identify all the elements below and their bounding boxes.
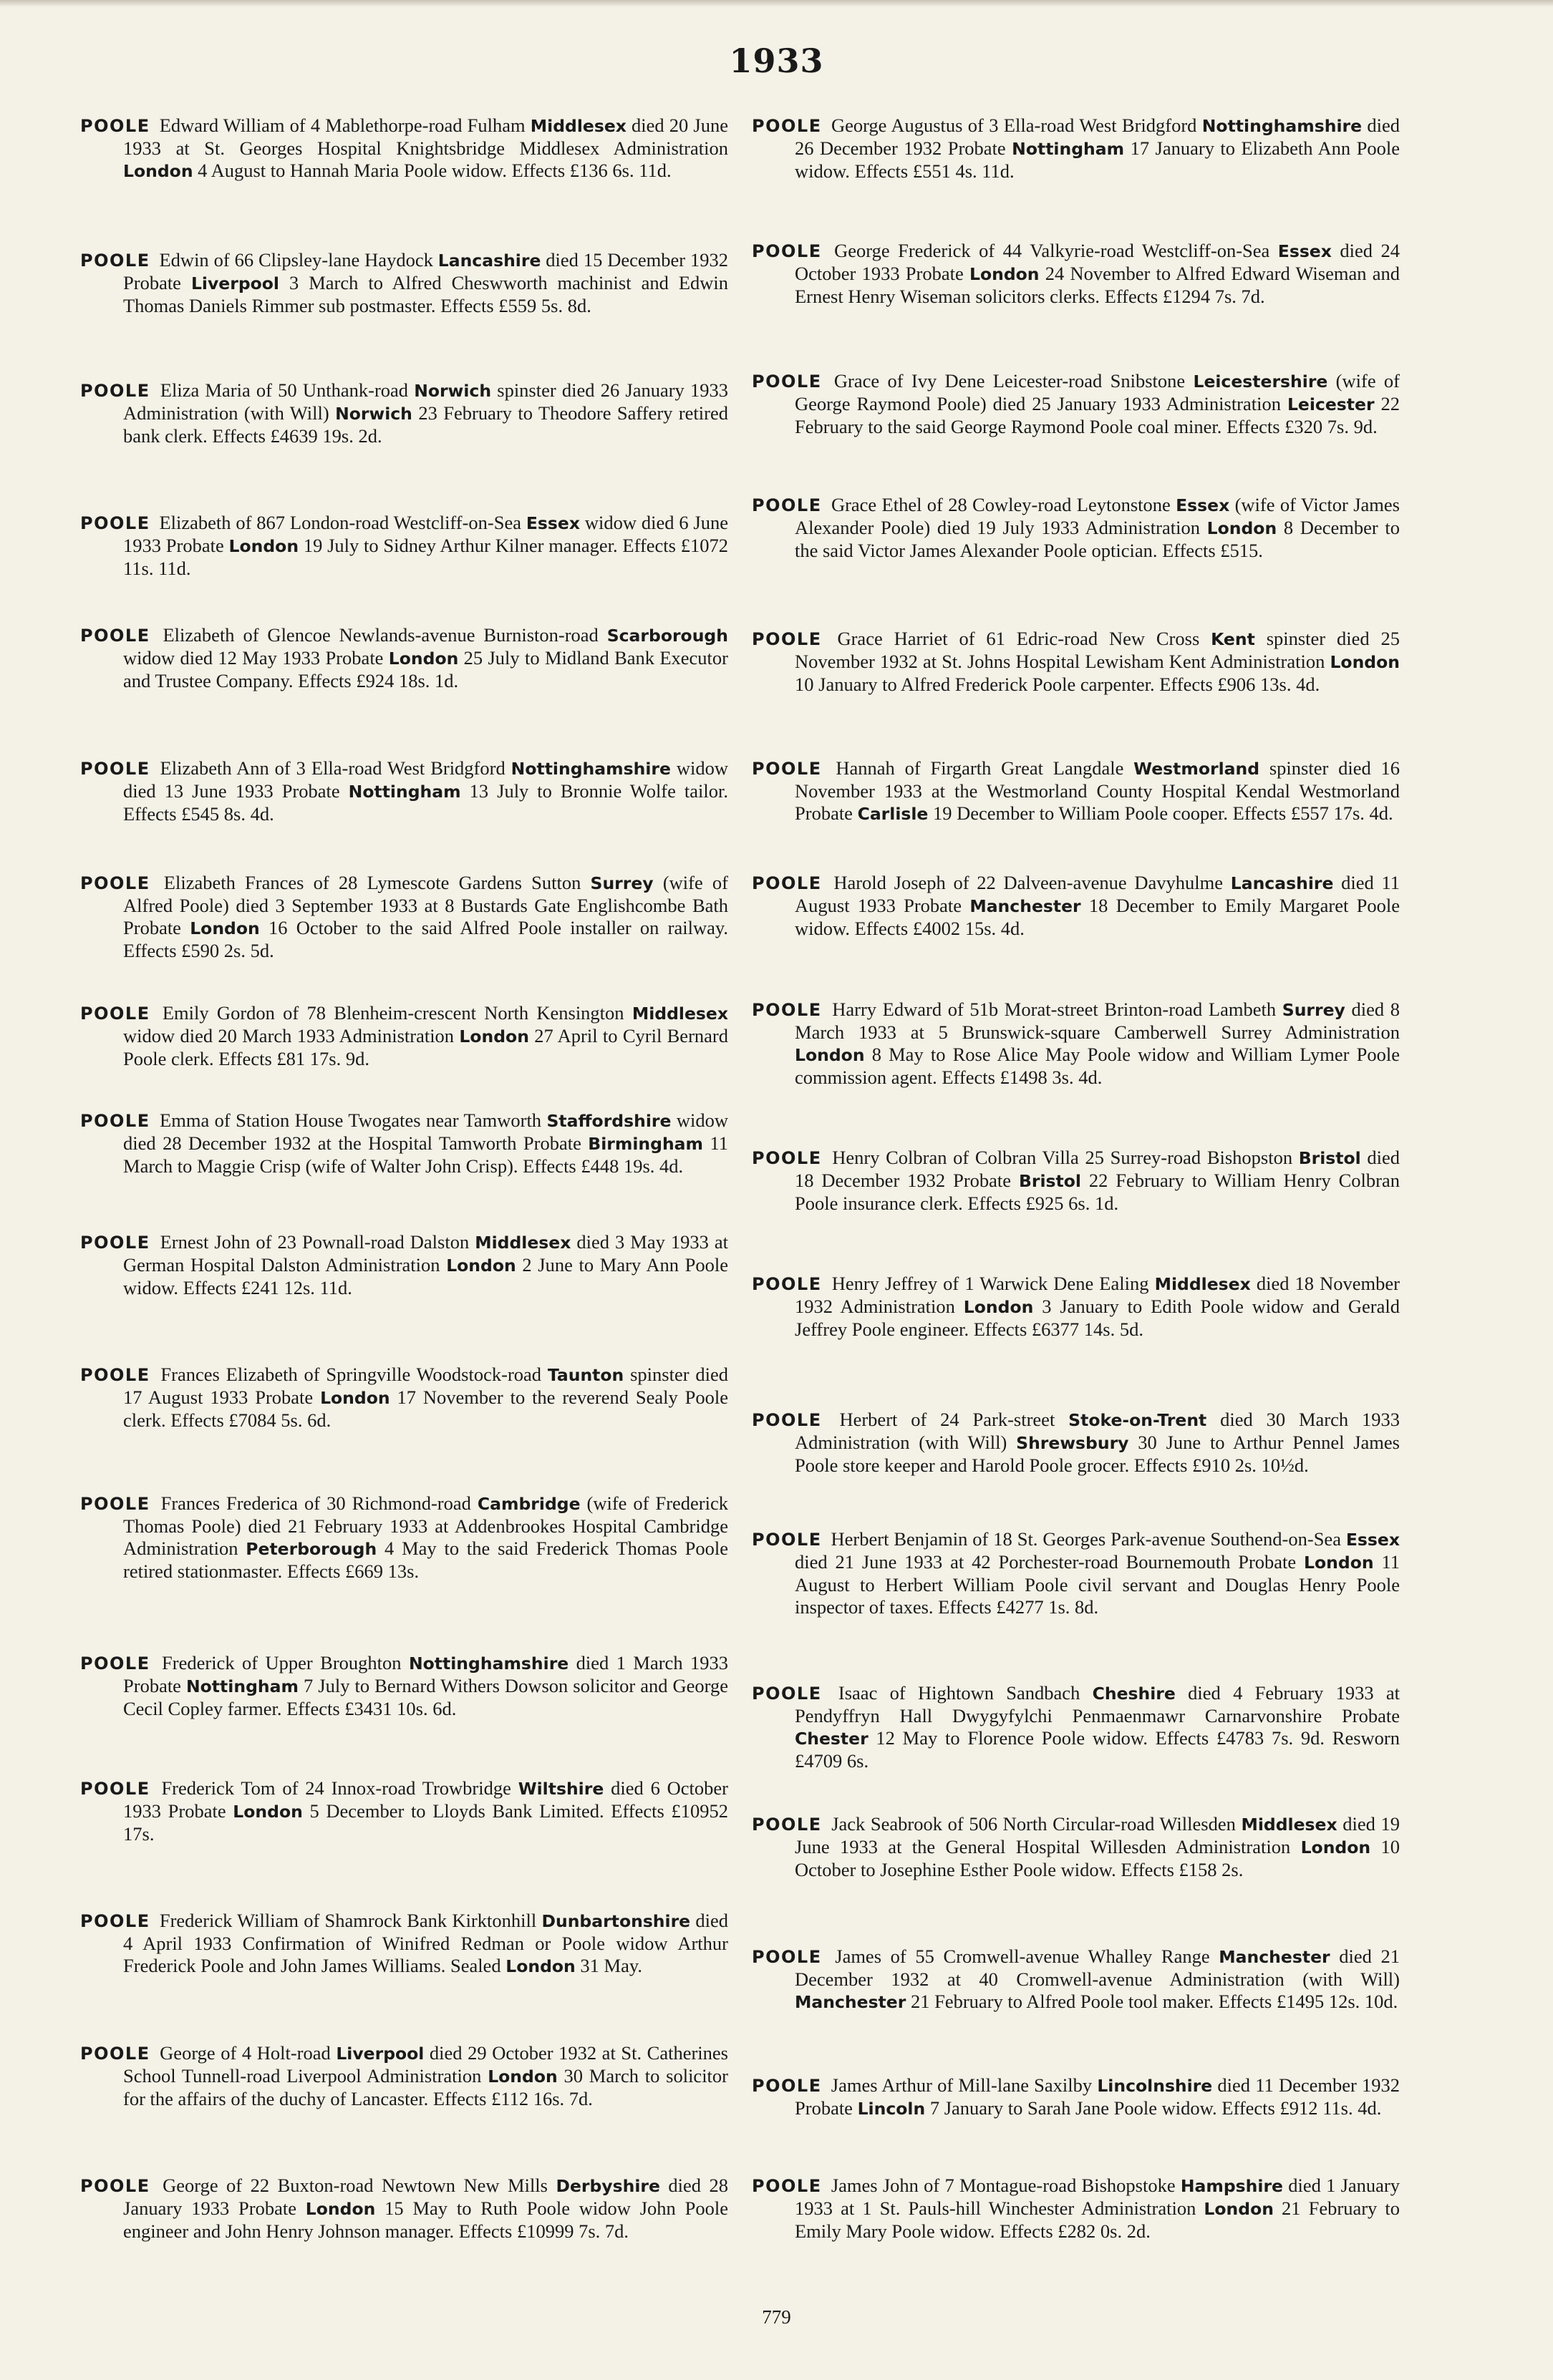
entry-text: Elizabeth of Glencoe Newlands-avenue Burniston-road: [163, 624, 607, 646]
entry-registry: Carlisle: [857, 804, 929, 824]
entry-county: Lancashire: [437, 251, 541, 271]
entry-surname: POOLE: [80, 2176, 150, 2196]
entry-surname: POOLE: [80, 381, 150, 401]
entry-text: widow died 12 May 1933 Probate: [123, 647, 389, 669]
entry-surname: POOLE: [80, 1111, 150, 1131]
entry-text: 30 March to solicitor for the affairs of the duchy of Lancaster. Effects £112 16s. 7d.: [123, 2065, 728, 2109]
entry-text: 12 May to Florence Poole widow. Effects £4783 7s. 9d. Resworn £4709 6s.: [795, 1727, 1400, 1772]
entry-surname: POOLE: [752, 759, 822, 779]
entry-county: Nottinghamshire: [511, 759, 671, 779]
probate-entry: [752, 872, 1400, 940]
entry-county: Hampshire: [1180, 2176, 1283, 2196]
entry-surname: POOLE: [80, 251, 150, 271]
entry-county: Surrey: [1282, 1000, 1345, 1020]
entry-registry: London: [963, 1297, 1034, 1317]
entry-registry: London: [1206, 518, 1277, 538]
entry-county: Scarborough: [606, 626, 728, 646]
entry-text: Herbert Benjamin of 18 St. Georges Park-avenue Southend-on-Sea: [831, 1528, 1346, 1550]
entry-registry: Manchester: [969, 896, 1081, 916]
entry-text: died 18 November 1932 Administration: [795, 1273, 1400, 1317]
entry-text: 22 February to William Henry Colbran Poole insurance clerk. Effects £925 6s. 1d.: [795, 1170, 1400, 1214]
entry-county: Cambridge: [477, 1494, 581, 1514]
entry-text: 27 April to Cyril Bernard Poole clerk. Effects £81 17s. 9d.: [123, 1025, 728, 1069]
entry-text: 11 March to Maggie Crisp (wife of Walter John Crisp). Effects £448 19s. 4d.: [123, 1132, 728, 1177]
entry-text: Harold Joseph of 22 Dalveen-avenue Davyhulme: [833, 872, 1231, 893]
entry-text: 25 July to Midland Bank Executor and Trustee Company. Effects £924 18s. 1d.: [123, 647, 728, 691]
entry-text: Jack Seabrook of 506 North Circular-road Willesden: [831, 1813, 1242, 1835]
entry-surname: POOLE: [80, 626, 150, 646]
probate-entry: [752, 1946, 1400, 2014]
entry-surname: POOLE: [80, 1365, 150, 1385]
entry-registry: London: [795, 1045, 865, 1065]
entry-registry: London: [1304, 1553, 1374, 1573]
entry-text: Grace of Ivy Dene Leicester-road Snibstone: [833, 370, 1194, 392]
probate-entry: [80, 1002, 728, 1070]
entry-text: died 11 August 1933 Probate: [795, 872, 1400, 916]
entry-county: Middlesex: [1154, 1274, 1251, 1294]
entry-surname: POOLE: [752, 1410, 822, 1430]
probate-entry: [80, 1364, 728, 1432]
entry-text: died 8 March 1933 at 5 Brunswick-square Camberwell Surrey Administration: [795, 999, 1400, 1043]
entry-text: died 4 February 1933 at Pendyffryn Hall Dwygyfylchi Penmaenmawr Carnarvonshire Probate: [795, 1682, 1400, 1726]
entry-text: 4 May to the said Frederick Thomas Poole retired stationmaster. Effects £669 13s.: [123, 1538, 728, 1582]
entry-text: died 21 June 1933 at 42 Porchester-road Bournemouth Probate: [795, 1551, 1305, 1573]
entry-surname: POOLE: [752, 2176, 822, 2196]
entry-registry: London: [233, 1802, 303, 1822]
entry-registry: London: [488, 2066, 558, 2087]
entry-county: Middlesex: [530, 116, 626, 136]
entry-county: Lancashire: [1230, 873, 1334, 893]
entry-text: died 21 December 1932 at 40 Cromwell-avenue Administration (with Will): [795, 1946, 1400, 1990]
entry-county: Leicestershire: [1193, 371, 1328, 392]
entry-text: (wife of Victor James Alexander Poole) died 19 July 1933 Administration: [795, 494, 1400, 538]
entry-text: Frederick of Upper Broughton: [162, 1652, 409, 1674]
entry-surname: POOLE: [80, 1653, 150, 1674]
entry-text: 7 January to Sarah Jane Poole widow. Effects £912 11s. 4d.: [925, 2097, 1382, 2119]
entry-registry: London: [446, 1255, 516, 1276]
probate-entry: [752, 115, 1400, 183]
probate-entry: [752, 1147, 1400, 1215]
probate-entry: [80, 1492, 728, 1583]
probate-entry: [752, 2175, 1400, 2243]
entry-text: 10 January to Alfred Frederick Poole carpenter. Effects £906 13s. 4d.: [795, 674, 1320, 695]
entry-text: Henry Colbran of Colbran Villa 25 Surrey-road Bishopston: [832, 1147, 1299, 1168]
entry-county: Cheshire: [1092, 1684, 1176, 1704]
entry-surname: POOLE: [752, 241, 822, 261]
entry-registry: Lincoln: [857, 2099, 926, 2119]
entry-surname: POOLE: [80, 1911, 150, 1931]
entry-county: Middlesex: [1241, 1815, 1337, 1835]
probate-entry: [80, 2042, 728, 2110]
entry-text: 8 December to the said Victor James Alexander Poole optician. Effects £515.: [795, 517, 1400, 561]
entry-text: 22 February to the said George Raymond Poole coal miner. Effects £320 7s. 9d.: [795, 393, 1400, 437]
entry-registry: Shrewsbury: [1016, 1433, 1129, 1453]
entry-surname: POOLE: [752, 371, 822, 392]
entry-text: Eliza Maria of 50 Unthank-road: [160, 379, 415, 401]
entry-text: 8 May to Rose Alice May Poole widow and William Lymer Poole commission agent. Effects £1498 3s. 4d.: [795, 1044, 1400, 1088]
entry-text: Frederick Tom of 24 Innox-road Trowbridge: [161, 1777, 518, 1799]
entry-county: Wiltshire: [518, 1779, 604, 1799]
probate-entry: [80, 379, 728, 447]
probate-entry: [80, 757, 728, 825]
entry-text: spinster died 25 November 1932 at St. Johns Hospital Lewisham Kent Administration: [795, 628, 1400, 672]
entry-registry: London: [228, 536, 299, 556]
entry-surname: POOLE: [80, 1004, 150, 1024]
entry-text: George of 4 Holt-road: [160, 2042, 337, 2064]
entry-surname: POOLE: [752, 1530, 822, 1550]
entry-text: spinster died 16 November 1933 at the Westmorland County Hospital Kendal Westmorland Probate: [795, 757, 1400, 824]
entry-registry: Nottingham: [1012, 139, 1125, 159]
entry-text: 5 December to Lloyds Bank Limited. Effects £10952 17s.: [123, 1800, 728, 1845]
entry-text: Elizabeth Frances of 28 Lymescote Gardens Sutton: [163, 872, 591, 893]
entry-text: Harry Edward of 51b Morat-street Brinton-road Lambeth: [832, 999, 1282, 1020]
probate-entry: [80, 1910, 728, 1978]
entry-text: Ernest John of 23 Pownall-road Dalston: [160, 1231, 475, 1253]
probate-entry: [752, 2074, 1400, 2120]
entry-county: Lincolnshire: [1097, 2076, 1213, 2096]
entry-registry: London: [388, 649, 459, 669]
entry-county: Liverpool: [336, 2044, 425, 2064]
probate-entry: [80, 872, 728, 962]
probate-entry: [752, 999, 1400, 1089]
entry-registry: Birmingham: [588, 1134, 704, 1154]
entry-text: George Augustus of 3 Ella-road West Bridgford: [831, 115, 1202, 136]
entry-surname: POOLE: [752, 1815, 822, 1835]
entry-surname: POOLE: [752, 1684, 822, 1704]
page-number: 779: [762, 2306, 791, 2328]
entry-text: 19 July to Sidney Arthur Kilner manager. Effects £1072 11s. 11d.: [123, 535, 728, 579]
entry-text: died 11 December 1932 Probate: [795, 2074, 1400, 2119]
entry-surname: POOLE: [752, 1148, 822, 1168]
entry-registry: Manchester: [795, 1992, 906, 2012]
entry-text: Edwin of 66 Clipsley-lane Haydock: [159, 249, 438, 271]
entry-text: 17 November to the reverend Sealy Poole clerk. Effects £7084 5s. 6d.: [123, 1386, 728, 1431]
entry-text: (wife of George Raymond Poole) died 25 January 1933 Administration: [795, 370, 1400, 414]
entry-county: Stoke-on-Trent: [1068, 1410, 1207, 1430]
entry-county: Middlesex: [475, 1233, 571, 1253]
entry-text: 18 December to Emily Margaret Poole widow. Effects £4002 15s. 4d.: [795, 895, 1400, 939]
entry-text: 21 February to Alfred Poole tool maker. Effects £1495 12s. 10d.: [906, 1991, 1398, 2012]
entry-text: died 28 January 1933 Probate: [123, 2175, 729, 2219]
entry-county: Staffordshire: [546, 1111, 672, 1131]
probate-entry: [752, 370, 1400, 438]
entry-county: Nottinghamshire: [408, 1653, 569, 1674]
entry-text: 19 December to William Poole cooper. Effects £557 17s. 4d.: [928, 802, 1393, 824]
entry-text: 23 February to Theodore Saffery retired bank clerk. Effects £4639 19s. 2d.: [123, 402, 728, 447]
entry-text: James of 55 Cromwell-avenue Whalley Range: [835, 1946, 1219, 1967]
entry-surname: POOLE: [80, 1494, 150, 1514]
entry-registry: London: [305, 2199, 376, 2219]
entry-surname: POOLE: [80, 116, 150, 136]
probate-entry: [752, 628, 1400, 696]
entry-text: 30 June to Arthur Pennel James Poole store keeper and Harold Poole grocer. Effects £910 2s. 10½d.: [795, 1432, 1400, 1476]
entry-text: widow died 28 December 1932 at the Hospital Tamworth Probate: [123, 1109, 728, 1154]
entry-text: Frederick William of Shamrock Bank Kirktonhill: [159, 1910, 542, 1931]
entry-text: died 1 March 1933 Probate: [123, 1652, 728, 1696]
entry-county: Kent: [1211, 629, 1255, 649]
entry-text: died 20 June 1933 at St. Georges Hospital Knightsbridge Middlesex Administration: [123, 115, 728, 159]
probate-entry: [752, 240, 1400, 308]
probate-entry: [80, 115, 728, 183]
entry-surname: POOLE: [80, 1779, 150, 1799]
entry-county: Bristol: [1298, 1148, 1361, 1168]
entry-surname: POOLE: [80, 759, 150, 779]
probate-entry: [752, 1528, 1400, 1618]
entry-text: died 4 April 1933 Confirmation of Winifred Redman or Poole widow Arthur Frederick Poole and John James Williams. Sealed: [123, 1910, 729, 1976]
entry-county: Westmorland: [1133, 759, 1260, 779]
entry-surname: POOLE: [80, 2044, 150, 2064]
entry-county: Middlesex: [632, 1004, 728, 1024]
entry-registry: Chester: [795, 1729, 869, 1749]
entry-registry: Nottingham: [186, 1676, 299, 1696]
probate-entry: [80, 249, 728, 317]
entry-registry: Liverpool: [190, 273, 279, 293]
entry-text: Isaac of Hightown Sandbach: [838, 1682, 1093, 1704]
probate-entry: [80, 512, 728, 580]
entry-text: 13 July to Bronnie Wolfe tailor. Effects £545 8s. 4d.: [123, 780, 728, 825]
entry-county: Essex: [1176, 495, 1230, 515]
entry-registry: Leicester: [1287, 394, 1375, 414]
entry-registry: Peterborough: [246, 1539, 377, 1559]
probate-entry: [80, 1652, 728, 1720]
entry-registry: London: [320, 1388, 390, 1408]
entry-text: Hannah of Firgarth Great Langdale: [836, 757, 1134, 779]
entry-text: died 24 October 1933 Probate: [795, 240, 1400, 284]
entry-text: 11 August to Herbert William Poole civil servant and Douglas Henry Poole inspector of taxes. Effects £4277 1s. 8d.: [795, 1551, 1400, 1618]
page-edge: [0, 0, 1553, 7]
entry-text: Elizabeth of 867 London-road Westcliff-on-Sea: [159, 512, 526, 533]
entry-registry: Norwich: [335, 404, 412, 424]
entry-text: spinster died 26 January 1933 Administration (with Will): [123, 379, 729, 424]
entry-surname: POOLE: [752, 495, 822, 515]
probate-entry: [752, 757, 1400, 825]
entry-text: 15 May to Ruth Poole widow John Poole engineer and John Henry Johnson manager. Effects £10999 7s. 7d.: [123, 2197, 728, 2242]
entry-county: Essex: [1277, 241, 1332, 261]
entry-text: spinster died 17 August 1933 Probate: [123, 1364, 728, 1408]
entry-text: James Arthur of Mill-lane Saxilby: [831, 2074, 1098, 2096]
entry-text: Elizabeth Ann of 3 Ella-road West Bridgford: [160, 757, 511, 779]
entry-text: died 30 March 1933 Administration (with Will): [795, 1409, 1400, 1453]
entry-text: 4 August to Hannah Maria Poole widow. Effects £136 6s. 11d.: [193, 160, 672, 181]
entry-text: died 15 December 1932 Probate: [123, 249, 728, 293]
entry-registry: Bristol: [1018, 1171, 1081, 1191]
entry-text: George Frederick of 44 Valkyrie-road Westcliff-on-Sea: [834, 240, 1278, 261]
entry-text: widow died 13 June 1933 Probate: [123, 757, 729, 802]
probate-entry: [752, 1682, 1400, 1772]
entry-text: Frances Frederica of 30 Richmond-road: [160, 1492, 478, 1514]
entry-surname: POOLE: [80, 873, 150, 893]
entry-county: Manchester: [1219, 1947, 1330, 1967]
probate-entry: [752, 1813, 1400, 1881]
page-year-heading: 1933: [729, 42, 824, 80]
entry-registry: London: [1300, 1837, 1371, 1857]
entry-text: 17 January to Elizabeth Ann Poole widow. Effects £551 4s. 11d.: [795, 137, 1400, 182]
entry-text: James John of 7 Montague-road Bishopstoke: [831, 2175, 1181, 2196]
probate-entry: [80, 1231, 728, 1299]
entry-registry: London: [459, 1026, 529, 1046]
entry-surname: POOLE: [80, 513, 150, 533]
entry-text: (wife of Alfred Poole) died 3 September 1933 at 8 Bustards Gate Englishcombe Bath Probate: [123, 872, 729, 938]
entry-registry: London: [1204, 2199, 1274, 2219]
entry-registry: London: [505, 1956, 576, 1976]
entry-text: Frances Elizabeth of Springville Woodstock-road: [160, 1364, 548, 1385]
entry-registry: London: [190, 918, 260, 938]
entry-county: Essex: [1345, 1530, 1400, 1550]
probate-entry: [80, 624, 728, 692]
entry-county: Derbyshire: [556, 2176, 660, 2196]
probate-entry: [752, 1273, 1400, 1341]
entry-text: 7 July to Bernard Withers Dowson solicitor and George Cecil Copley farmer. Effects £3431 10s. 6d.: [123, 1675, 728, 1719]
probate-entry: [80, 1777, 728, 1845]
entry-text: widow died 6 June 1933 Probate: [123, 512, 728, 556]
entry-county: Surrey: [590, 873, 654, 893]
entry-text: 31 May.: [575, 1955, 643, 1976]
entry-county: Taunton: [547, 1365, 624, 1385]
probate-entry: [752, 494, 1400, 562]
entry-surname: POOLE: [752, 2076, 822, 2096]
entry-surname: POOLE: [752, 1000, 822, 1020]
entry-text: died 3 May 1933 at German Hospital Dalston Administration: [123, 1231, 729, 1276]
probate-entry: [80, 2175, 728, 2243]
entry-surname: POOLE: [752, 873, 822, 893]
entry-text: Emma of Station House Twogates near Tamworth: [160, 1109, 547, 1131]
entry-text: died 19 June 1933 at the General Hospital Willesden Administration: [795, 1813, 1400, 1857]
entry-text: Grace Harriet of 61 Edric-road New Cross: [837, 628, 1211, 649]
probate-entry: [752, 1409, 1400, 1477]
entry-surname: POOLE: [752, 1274, 822, 1294]
entry-surname: POOLE: [80, 1233, 150, 1253]
entry-text: died 1 January 1933 at 1 St. Pauls-hill Winchester Administration: [795, 2175, 1400, 2219]
entry-text: widow died 20 March 1933 Administration: [123, 1025, 460, 1046]
entry-text: 2 June to Mary Ann Poole widow. Effects £241 12s. 11d.: [123, 1254, 728, 1298]
entry-surname: POOLE: [752, 1947, 822, 1967]
entry-text: 10 October to Josephine Esther Poole widow. Effects £158 2s.: [795, 1836, 1400, 1880]
entry-text: 3 January to Edith Poole widow and Gerald Jeffrey Poole engineer. Effects £6377 14s. 5d.: [795, 1296, 1400, 1340]
entry-county: Nottinghamshire: [1201, 116, 1363, 136]
entry-registry: London: [1330, 652, 1400, 672]
entry-text: 21 February to Emily Mary Poole widow. Effects £282 0s. 2d.: [795, 2197, 1400, 2242]
entry-surname: POOLE: [752, 629, 822, 649]
entry-county: Dunbartonshire: [541, 1911, 691, 1931]
entry-county: Essex: [526, 513, 580, 533]
probate-entry: [80, 1109, 728, 1177]
entry-registry: Nottingham: [348, 782, 461, 802]
entry-text: Grace Ethel of 28 Cowley-road Leytonstone: [831, 494, 1176, 515]
entry-text: George of 22 Buxton-road Newtown New Mills: [163, 2175, 556, 2196]
entry-text: Henry Jeffrey of 1 Warwick Dene Ealing: [831, 1273, 1155, 1294]
entry-registry: London: [123, 161, 193, 181]
entry-text: died 29 October 1932 at St. Catherines School Tunnell-road Liverpool Administration: [123, 2042, 728, 2087]
entry-text: died 26 December 1932 Probate: [795, 115, 1400, 159]
entry-text: 3 March to Alfred Cheswworth machinist and Edwin Thomas Daniels Rimmer sub postmaster. Effects £559 5s. 8d.: [123, 272, 729, 316]
entry-text: Herbert of 24 Park-street: [839, 1409, 1069, 1430]
entry-text: Emily Gordon of 78 Blenheim-crescent North Kensington: [162, 1002, 632, 1024]
entry-county: Norwich: [414, 381, 492, 401]
entry-text: died 6 October 1933 Probate: [123, 1777, 729, 1822]
entry-text: (wife of Frederick Thomas Poole) died 21 February 1933 at Addenbrookes Hospital Cambridge Administration: [123, 1492, 729, 1559]
entry-surname: POOLE: [752, 116, 822, 136]
entry-text: died 18 December 1932 Probate: [795, 1147, 1400, 1191]
entry-text: Edward William of 4 Mablethorpe-road Fulham: [159, 115, 531, 136]
entry-registry: London: [969, 264, 1040, 284]
entry-text: 16 October to the said Alfred Poole installer on railway. Effects £590 2s. 5d.: [123, 917, 729, 961]
entry-text: 24 November to Alfred Edward Wiseman and Ernest Henry Wiseman solicitors clerks. Effects £1294 7s. 7d.: [795, 263, 1400, 307]
